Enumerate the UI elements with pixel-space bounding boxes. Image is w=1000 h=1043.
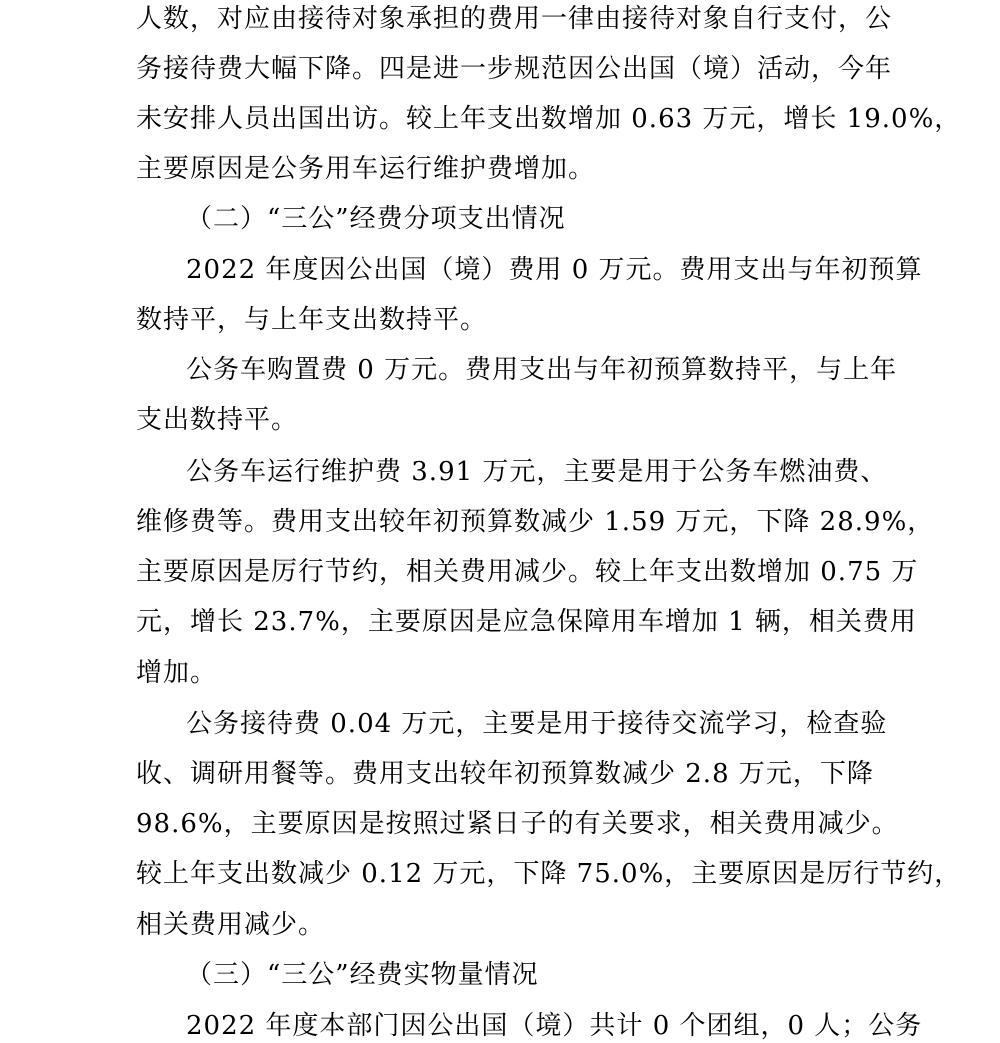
paragraph-line: 元，增长 23.7%，主要原因是应急保障用车增加 1 辆，相关费用 (136, 607, 917, 637)
paragraph-line: 务接待费大幅下降。四是进一步规范因公出国（境）活动，今年 (136, 54, 893, 84)
paragraph-line: 较上年支出数减少 0.12 万元，下降 75.0%，主要原因是厉行节约， (136, 859, 962, 889)
paragraph-line: 未安排人员出国出访。较上年支出数增加 0.63 万元，增长 19.0%， (136, 104, 962, 134)
paragraph-line: 相关费用减少。 (136, 910, 326, 940)
paragraph-line: 2022 年度本部门因公出国（境）共计 0 个团组，0 人；公务 (186, 1011, 923, 1041)
paragraph-line: 收、调研用餐等。费用支出较年初预算数减少 2.8 万元，下降 (136, 759, 874, 789)
paragraph-line: 维修费等。费用支出较年初预算数减少 1.59 万元，下降 28.9%， (136, 507, 935, 537)
section-heading-2: （二）“三公”经费分项支出情况 (186, 204, 566, 234)
paragraph-line: 主要原因是厉行节约，相关费用减少。较上年支出数增加 0.75 万 (136, 557, 919, 587)
paragraph-line: 主要原因是公务用车运行维护费增加。 (136, 154, 596, 184)
paragraph-line: 人数，对应由接待对象承担的费用一律由接待对象自行支付，公 (136, 4, 893, 34)
section-heading-3: （三）“三公”经费实物量情况 (186, 960, 539, 990)
paragraph-line: 2022 年度因公出国（境）费用 0 万元。费用支出与年初预算 (186, 255, 923, 285)
paragraph-line: 增加。 (136, 658, 218, 688)
paragraph-line: 98.6%，主要原因是按照过紧日子的有关要求，相关费用减少。 (136, 809, 899, 839)
paragraph-line: 公务接待费 0.04 万元，主要是用于接待交流学习，检查验 (186, 709, 888, 739)
paragraph-line: 支出数持平。 (136, 405, 299, 435)
paragraph-line: 数持平，与上年支出数持平。 (136, 305, 488, 335)
paragraph-line: 公务车购置费 0 万元。费用支出与年初预算数持平，与上年 (186, 355, 898, 385)
paragraph-line: 公务车运行维护费 3.91 万元，主要是用于公务车燃油费、 (186, 457, 888, 487)
